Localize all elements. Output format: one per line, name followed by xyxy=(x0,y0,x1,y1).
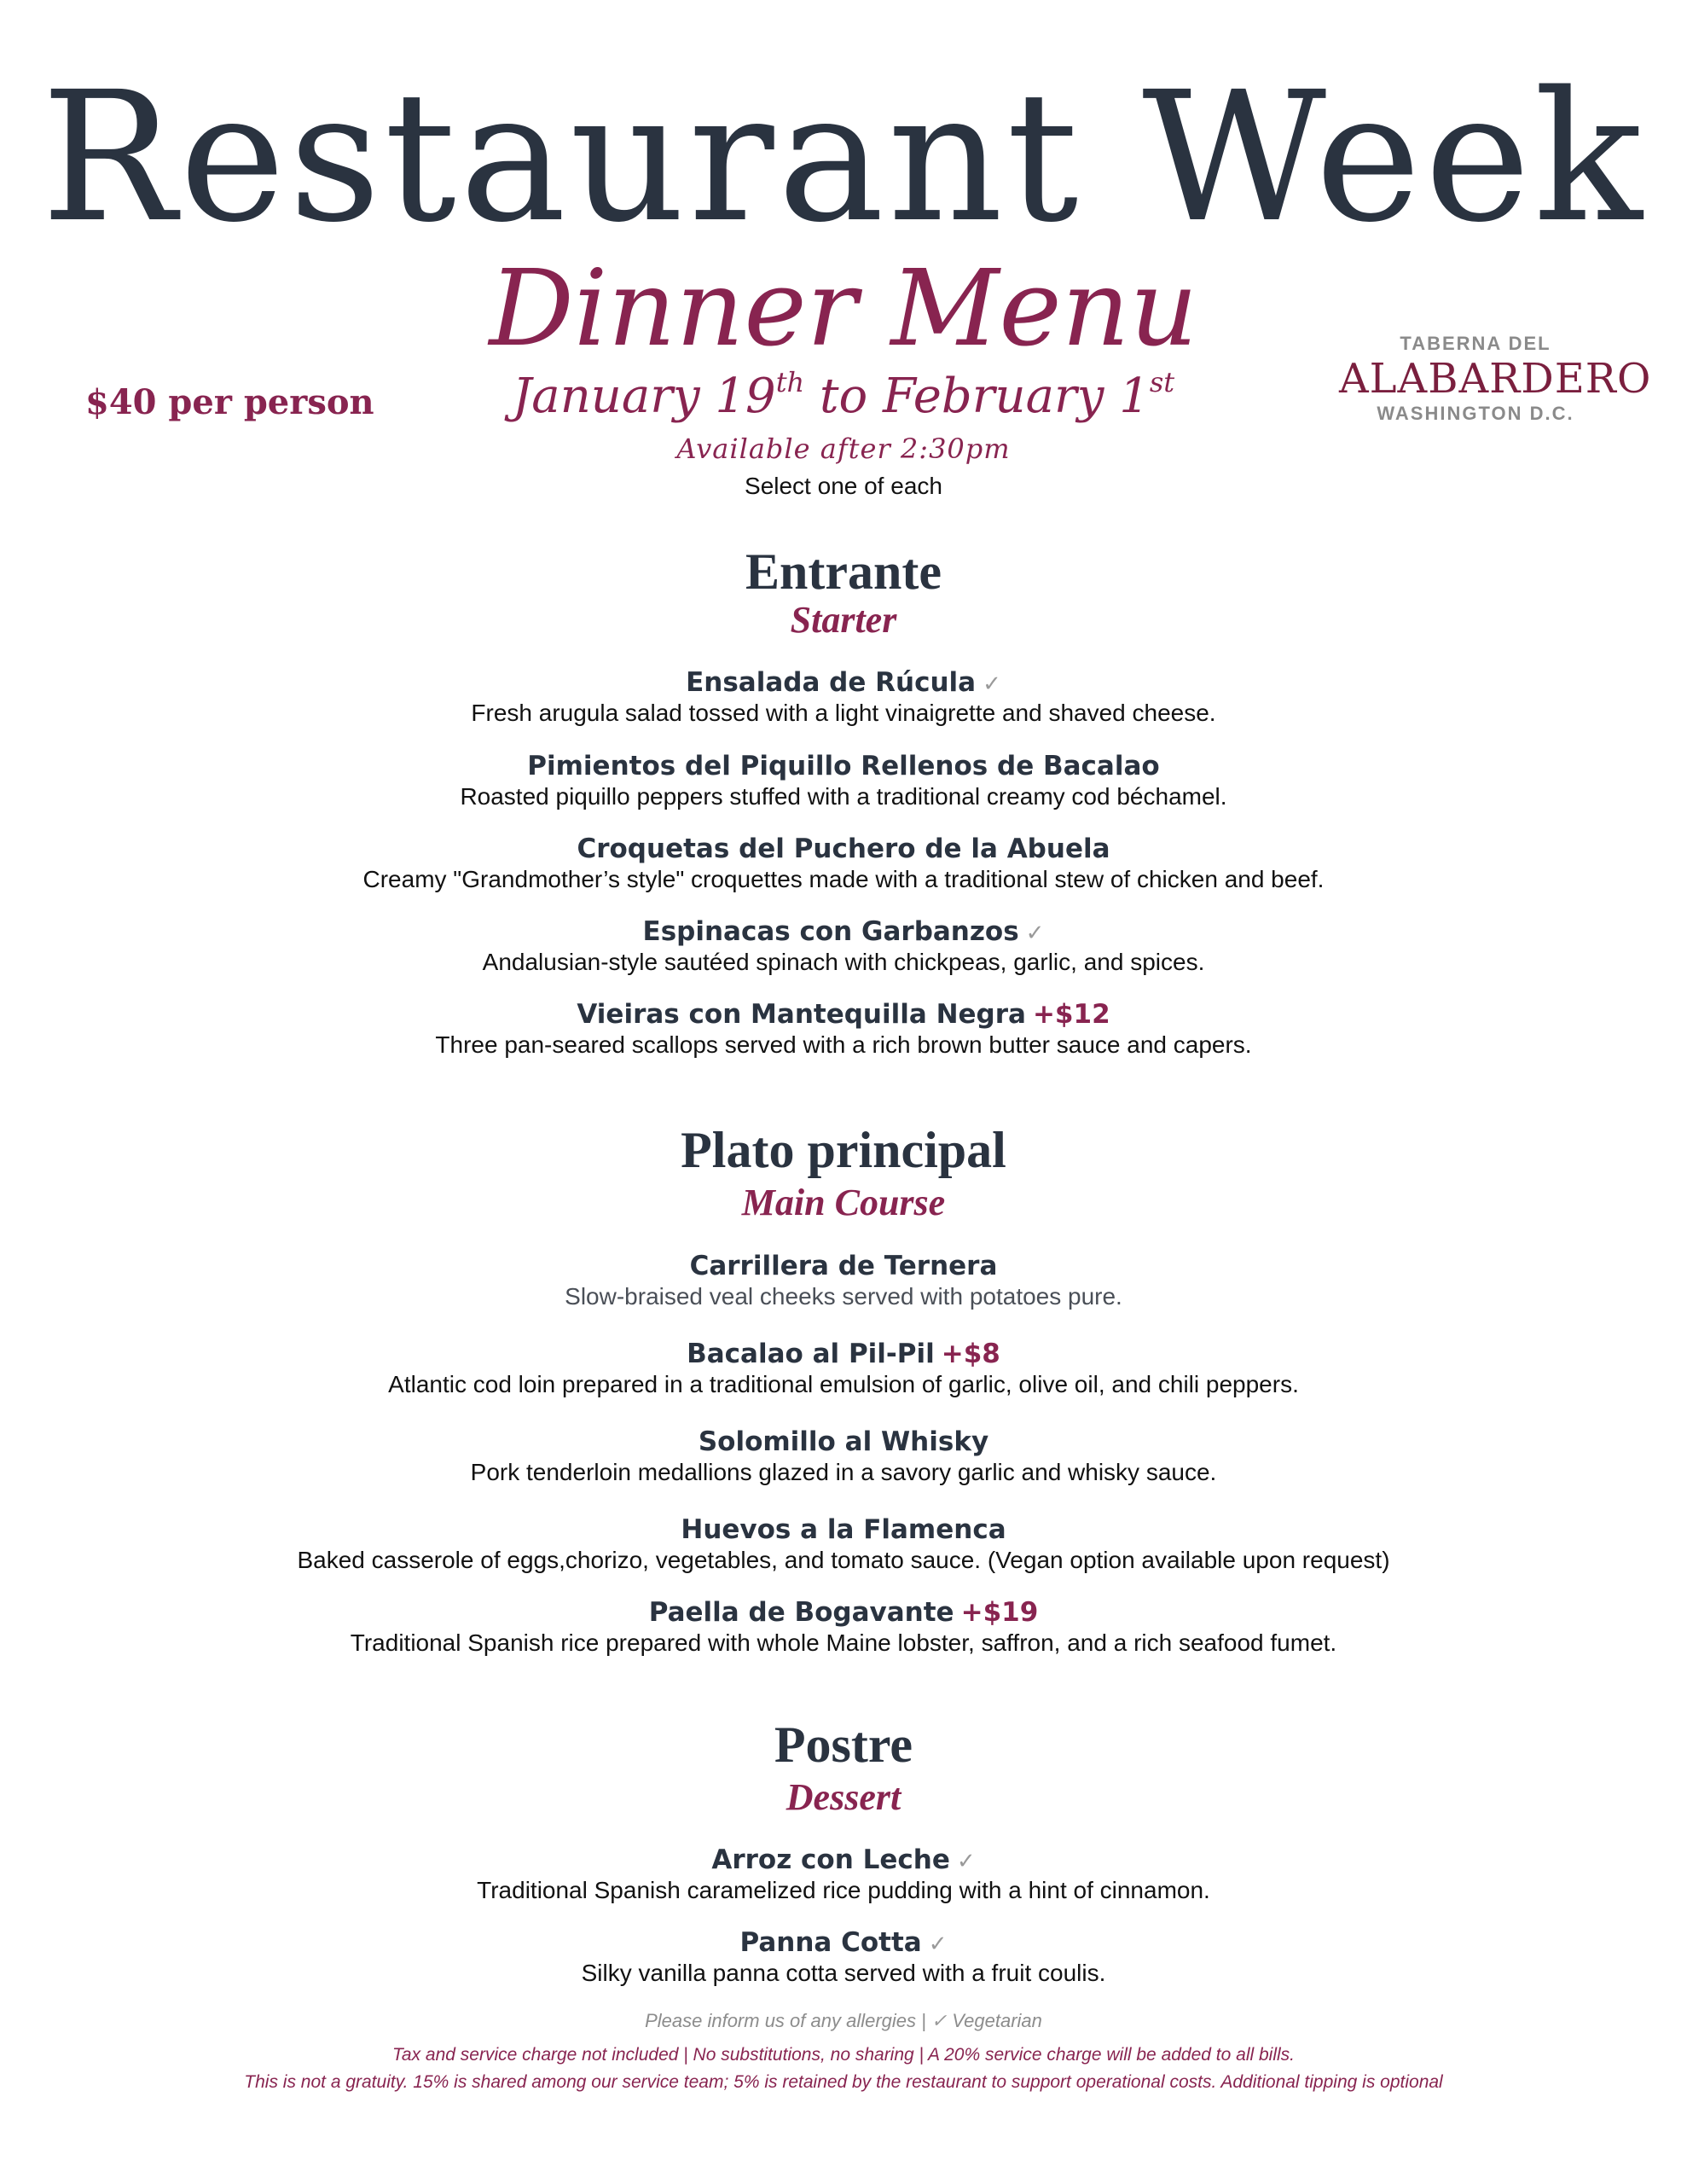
allergy-note xyxy=(0,2012,1687,2030)
item-name: Ensalada de Rúcula ✓ xyxy=(686,667,1001,698)
section-subtitle-dessert: Dessert xyxy=(786,1776,901,1818)
menu-item xyxy=(0,1597,1687,1656)
section-subtitle-main: Main Course xyxy=(741,1182,946,1223)
date-end: February 1 xyxy=(883,369,1150,424)
menu-item xyxy=(0,1844,1687,1903)
section-title-starter: Entrante xyxy=(745,543,942,600)
item-name: Solomillo al Whisky xyxy=(698,1426,989,1457)
section-title-main: Plato principal xyxy=(681,1122,1006,1178)
menu-item xyxy=(0,1426,1687,1485)
footer-policy-line-1: Tax and service charge not included | No substitutions, no sharing | A 20% service charge will be added to all bills. xyxy=(392,2045,1295,2065)
item-name: Bacalao al Pil-Pil +$8 xyxy=(687,1339,1000,1369)
vegetarian-check-icon: ✓ xyxy=(1025,921,1045,946)
item-name: Vieiras con Mantequilla Negra +$12 xyxy=(577,999,1110,1030)
item-description: Baked casserole of eggs,chorizo, vegetables, and tomato sauce. (Vegan option available upon request) xyxy=(297,1547,1390,1573)
selection-instruction: Select one of each xyxy=(745,473,942,499)
item-description: Slow-braised veal cheeks served with potatoes pure. xyxy=(565,1283,1122,1310)
section-title-dessert: Postre xyxy=(774,1716,913,1773)
item-description: Three pan-seared scallops served with a rich brown butter sauce and capers. xyxy=(435,1031,1252,1058)
menu-subtitle: Dinner Menu xyxy=(489,247,1198,370)
menu-item xyxy=(0,1253,1687,1309)
date-end-suffix: st xyxy=(1149,366,1175,398)
item-description: Atlantic cod loin prepared in a traditional emulsion of garlic, olive oil, and chili peppers. xyxy=(388,1371,1299,1397)
logo-line-main: ALABARDERO xyxy=(1339,355,1652,403)
logo-line-bottom: WASHINGTON D.C. xyxy=(1377,403,1574,424)
logo-line-top: TABERNA DEL xyxy=(1400,333,1551,354)
item-description: Silky vanilla panna cotta served with a fruit coulis. xyxy=(581,1960,1106,1986)
menu-item xyxy=(0,916,1687,975)
allergy-text: Please inform us of any allergies xyxy=(645,2010,917,2031)
item-description: Andalusian-style sautéed spinach with chickpeas, garlic, and spices. xyxy=(482,949,1205,975)
menu-item xyxy=(0,1927,1687,1986)
surcharge: +$19 xyxy=(960,1597,1039,1628)
item-name: Pimientos del Piquillo Rellenos de Bacalao xyxy=(527,751,1160,781)
vegetarian-label: Vegetarian xyxy=(952,2010,1042,2031)
menu-item xyxy=(0,1514,1687,1573)
restaurant-logo xyxy=(1339,333,1652,424)
separator: | xyxy=(921,2010,926,2031)
menu-item xyxy=(0,999,1687,1058)
menu-item xyxy=(0,667,1687,726)
date-connector: to xyxy=(819,369,868,424)
item-name: Panna Cotta ✓ xyxy=(739,1927,948,1958)
item-name: Croquetas del Puchero de la Abuela xyxy=(577,834,1110,864)
date-start: January 19 xyxy=(512,369,776,424)
menu-item xyxy=(0,753,1687,809)
price-per-person: $40 per person xyxy=(85,382,374,422)
vegetarian-check-icon: ✓ xyxy=(956,1849,976,1874)
vegetarian-check-icon: ✓ xyxy=(983,671,1001,697)
surcharge: +$12 xyxy=(1032,999,1110,1030)
item-name: Huevos a la Flamenca xyxy=(681,1514,1006,1545)
item-name: Carrillera de Ternera xyxy=(689,1251,998,1281)
menu-item xyxy=(0,836,1687,892)
item-name: Arroz con Leche ✓ xyxy=(711,1844,976,1875)
item-description: Traditional Spanish rice prepared with whole Maine lobster, saffron, and a rich seafood fumet. xyxy=(350,1629,1337,1656)
vegetarian-check-icon: ✓ xyxy=(928,1931,948,1957)
item-description: Fresh arugula salad tossed with a light vinaigrette and shaved cheese. xyxy=(471,700,1216,726)
surcharge: +$8 xyxy=(941,1339,1000,1369)
item-description: Traditional Spanish caramelized rice pudding with a hint of cinnamon. xyxy=(477,1877,1210,1903)
item-description: Pork tenderloin medallions glazed in a savory garlic and whisky sauce. xyxy=(470,1459,1217,1485)
item-description: Creamy "Grandmother’s style" croquettes made with a traditional stew of chicken and beef. xyxy=(362,866,1325,892)
menu-title: Restaurant Week xyxy=(41,53,1646,262)
item-name: Paella de Bogavante +$19 xyxy=(648,1597,1039,1628)
date-start-suffix: th xyxy=(775,366,805,398)
menu-item xyxy=(0,1341,1687,1397)
availability-note: Available after 2:30pm xyxy=(676,433,1011,465)
footer-policy-line-2: This is not a gratuity. 15% is shared among our service team; 5% is retained by the restaurant to support operational costs. Additional tipping is optional xyxy=(244,2072,1443,2092)
item-description: Roasted piquillo peppers stuffed with a traditional creamy cod béchamel. xyxy=(460,783,1227,810)
vegetarian-check-icon: ✓ xyxy=(930,2010,948,2031)
section-subtitle-starter: Starter xyxy=(790,599,897,641)
item-name: Espinacas con Garbanzos ✓ xyxy=(642,916,1045,947)
